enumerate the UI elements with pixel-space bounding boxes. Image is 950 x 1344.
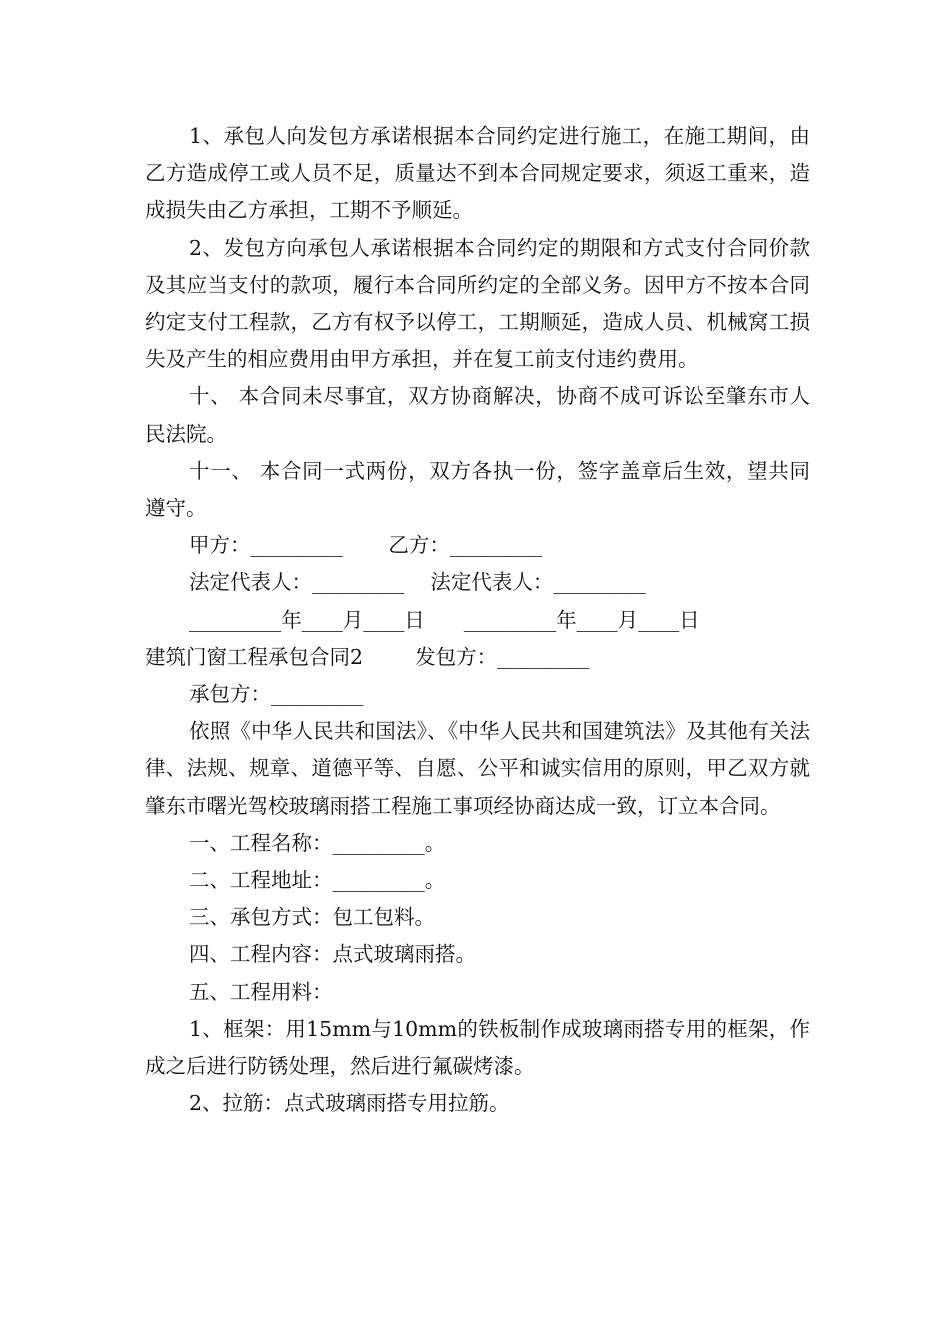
document-body	[145, 118, 810, 1122]
second-contract-preamble: 依照《中华人民共和国法》、《中华人民共和国建筑法》及其他有关法律、法规、规章、道德平等、自愿、公平和诚实信用的原则，甲乙双方就肇东市曙光驾校玻璃雨搭工程施工事项经协商达成一致，订立本合同。	[145, 719, 810, 818]
clause-ten-disputes: 十、 本合同未尽事宜，双方协商解决，协商不成可诉讼至肇东市人民法院。	[145, 384, 810, 446]
clause-eleven-copies: 十一、 本合同一式两份，双方各执一份，签字盖章后生效，望共同遵守。	[145, 458, 810, 521]
signature-parties: 甲方：_________ 乙方：_________	[189, 533, 543, 558]
clause-contractor-promise: 1、承包人向发包方承诺根据本合同约定进行施工，在施工期间，由乙方造成停工或人员不足，质量达不到本合同规定要求，须返工重来，造成损失由乙方承担，工期不予顺延。	[145, 124, 810, 223]
item-project-content: 四、工程内容：点式玻璃雨搭。	[189, 942, 476, 967]
signature-dates: _________年____月____日 _________年____月____日	[189, 607, 700, 632]
signature-representatives: 法定代表人：_________ 法定代表人：_________	[189, 570, 646, 595]
clause-employer-promise: 2、发包方向承包人承诺根据本合同约定的期限和方式支付合同价款及其应当支付的款项，履行本合同所约定的全部义务。因甲方不按本合同约定支付工程款，乙方有权予以停工，工期顺延，造成人员、机械窝工损失及产生的相应费用由甲方承担，并在复工前支付违约费用。	[145, 235, 810, 372]
item-project-materials: 五、工程用料：	[189, 979, 333, 1004]
item-project-address: 二、工程地址：_________。	[189, 868, 446, 893]
second-contract-contractor: 承包方：_________	[189, 682, 364, 707]
material-frame: 1、框架：用15mm与10mm的铁板制作成玻璃雨搭专用的框架，作成之后进行防锈处理，然后进行氟碳烤漆。	[145, 1016, 810, 1079]
item-contract-method: 三、承包方式：包工包料。	[189, 905, 435, 930]
second-contract-title: 建筑门窗工程承包合同2 发包方：_________	[145, 644, 590, 669]
material-tie-rods: 2、拉筋：点式玻璃雨搭专用拉筋。	[189, 1091, 510, 1116]
item-project-name: 一、工程名称：_________。	[189, 830, 446, 855]
